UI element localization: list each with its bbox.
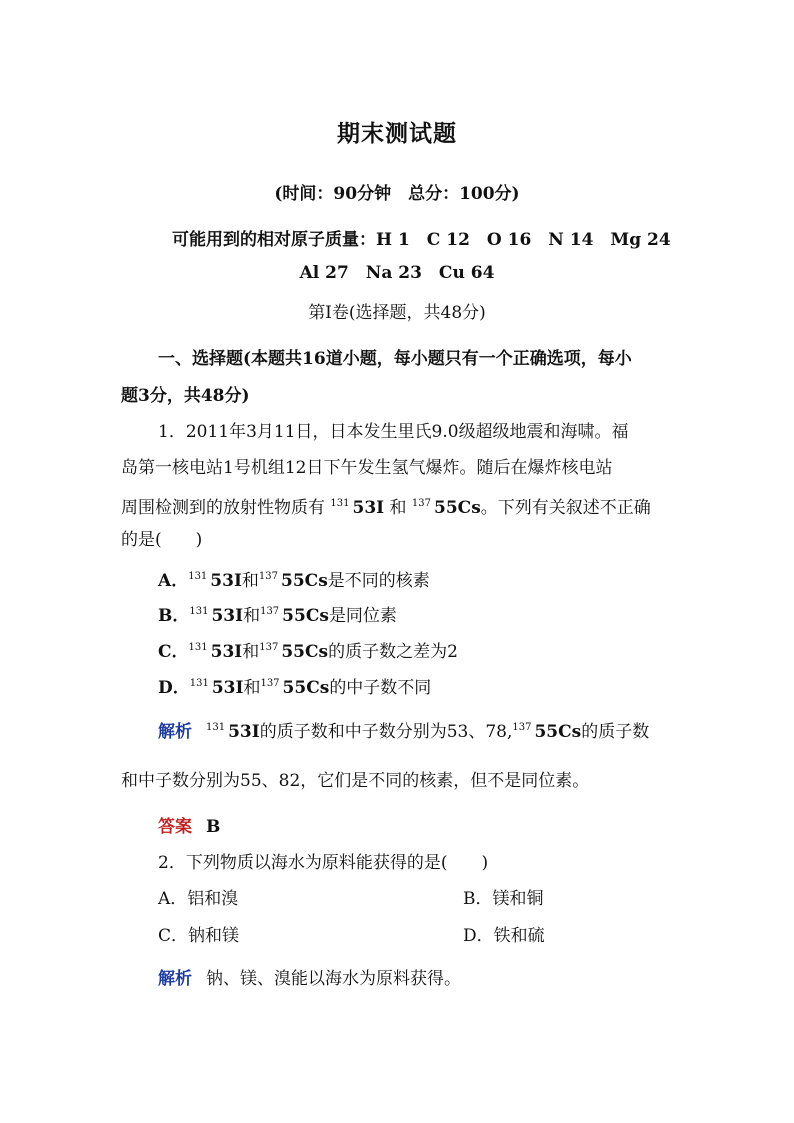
analysis-label: 解析 <box>158 722 192 742</box>
atomic-mass-line-2: Al 27 Na 23 Cu 64 <box>299 263 495 283</box>
q2-options-row-2 <box>158 924 638 948</box>
iodine-symbol: 53I <box>352 498 385 518</box>
q2-stem: 2．下列物质以海水为原料能获得的是( ) <box>158 853 489 873</box>
q1-stem-line-1: 1．2011年3月11日，日本发生里氏9.0级超级地震和海啸。福 <box>158 422 629 442</box>
atomic-mass-line-1: 可能用到的相对原子质量：H 1 C 12 O 16 N 14 Mg 24 <box>172 230 671 250</box>
answer-label: 答案 <box>158 817 192 837</box>
q2-analysis: 解析 钠、镁、溴能以海水为原料获得。 <box>158 969 461 989</box>
cesium-mass-number: 137 <box>411 498 432 509</box>
q1-stem-line-2: 岛第一核电站1号机组12日下午发生氢气爆炸。随后在爆炸核电站 <box>121 458 613 478</box>
section-heading-line-1: 一、选择题(本题共16道小题，每小题只有一个正确选项，每小 <box>158 349 632 369</box>
q1-answer <box>158 815 220 839</box>
q2-option-a: A．铝和溴 <box>158 889 239 909</box>
page-title: 期末测试题 <box>337 120 457 147</box>
q2-options-row-1 <box>158 887 638 911</box>
q1-stem-line-3: 周围检测到的放射性物质有 $^{131}$ 53I 和 $^{137}$ 55Cs。下列有关叙述不正确 <box>121 498 651 518</box>
volume-title: 第Ⅰ卷(选择题，共48分) <box>308 303 486 323</box>
q1-option-d: D．$^{131}$ 53I和$^{137}$ 55Cs的中子数不同 <box>158 678 432 698</box>
section-heading-line-2: 题3分，共48分) <box>121 386 250 406</box>
iodine-mass-number: 131 <box>330 498 350 509</box>
answer-value: B <box>206 817 221 837</box>
q2-option-d: D．铁和硫 <box>463 926 545 946</box>
analysis-label: 解析 <box>158 969 192 989</box>
time-info: (时间：90分钟 总分：100分) <box>274 184 520 204</box>
q1-option-b: B．$^{131}$ 53I和$^{137}$ 55Cs是同位素 <box>158 606 397 626</box>
q1-option-a: A．$^{131}$ 53I和$^{137}$ 55Cs是不同的核素 <box>158 571 430 591</box>
q1-analysis-line-2: 和中子数分别为55、82，它们是不同的核素，但不是同位素。 <box>121 771 590 791</box>
q1-analysis-line-1: 解析 $^{131}$ 53I的质子数和中子数分别为53、78,$^{137}$ 55Cs的质子数 <box>158 722 650 742</box>
q2-option-c: C．钠和镁 <box>158 926 240 946</box>
q1-option-c: C．$^{131}$ 53I和$^{137}$ 55Cs的质子数之差为2 <box>158 642 458 662</box>
q2-option-b: B．镁和铜 <box>463 889 544 909</box>
q1-stem-line-4: 的是( ) <box>121 530 203 550</box>
cesium-symbol: 55Cs <box>434 498 481 518</box>
